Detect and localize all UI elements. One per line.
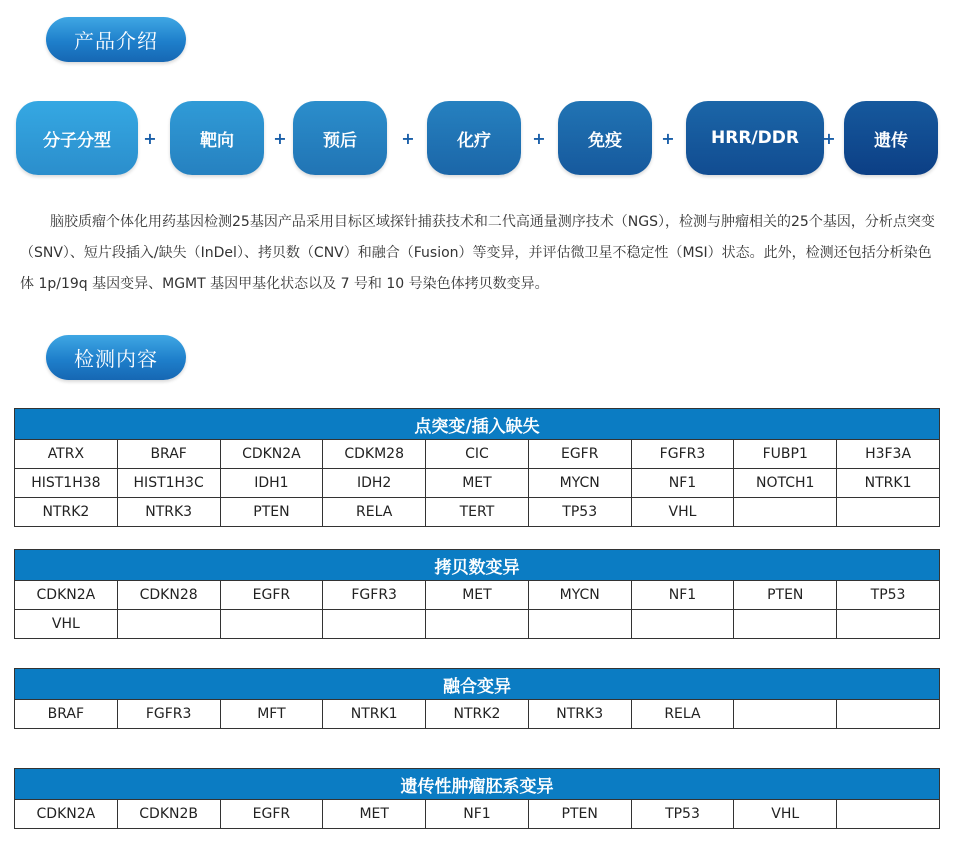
plus-sign: + [143,128,157,148]
gene-cell: TP53 [528,498,631,527]
gene-cell: FGFR3 [631,440,734,469]
gene-cell: CDKN2A [15,800,118,829]
flow-box: 化疗 [427,101,521,175]
gene-cell [837,610,940,639]
gene-table [14,668,940,729]
gene-cell: MYCN [528,581,631,610]
section-title-text: 检测内容 [74,347,158,371]
gene-cell: NTRK3 [117,498,220,527]
gene-cell: NTRK2 [15,498,118,527]
table-title: 融合变异 [15,669,940,700]
gene-cell: CDKN2A [220,440,323,469]
gene-cell: H3F3A [837,440,940,469]
gene-cell [323,610,426,639]
gene-cell: RELA [323,498,426,527]
gene-cell: CDKN2B [117,800,220,829]
gene-cell: BRAF [15,700,118,729]
plus-sign: + [822,128,836,148]
gene-cell: FUBP1 [734,440,837,469]
plus-sign: + [273,128,287,148]
flow-box: 预后 [293,101,387,175]
gene-cell: EGFR [220,800,323,829]
table-row [15,800,940,829]
table-title: 点突变/插入缺失 [15,409,940,440]
plus-sign: + [661,128,675,148]
gene-cell: VHL [15,610,118,639]
gene-cell: TP53 [837,581,940,610]
gene-cell [528,610,631,639]
table-row [15,581,940,610]
gene-cell: IDH2 [323,469,426,498]
gene-cell: PTEN [220,498,323,527]
flow-box: 靶向 [170,101,264,175]
intro-paragraph: 脑胶质瘤个体化用药基因检测25基因产品采用目标区域探针捕获技术和二代高通量测序技术（NGS），检测与肿瘤相关的25个基因，分析点突变（SNV）、短片段插入/缺失（InDel）、拷贝数（CNV）和融合（Fusion）等变异，并评估微卫星不稳定性（MSI）状态。此外，检测还包括分析染色体 1p/19q 基因变异、MGMT 基因甲基化状态以及 7 号和 10 号染色体拷贝数变异。 [20,214,935,292]
gene-cell: EGFR [528,440,631,469]
gene-cell [837,700,940,729]
gene-table [14,408,940,527]
gene-cell: FGFR3 [117,700,220,729]
gene-cell [734,610,837,639]
table-title: 遗传性肿瘤胚系变异 [15,769,940,800]
gene-cell: PTEN [734,581,837,610]
flow-box: 遗传 [844,101,938,175]
gene-cell: MET [426,469,529,498]
table-row [15,440,940,469]
gene-cell: NF1 [426,800,529,829]
flow-box: 免疫 [558,101,652,175]
section-title-product-intro [46,17,186,62]
section-title-text: 产品介绍 [74,29,158,53]
gene-cell: MET [426,581,529,610]
gene-cell: RELA [631,700,734,729]
section-title-test-content [46,335,186,380]
gene-cell [631,610,734,639]
gene-cell: VHL [631,498,734,527]
plus-sign: + [532,128,546,148]
gene-cell: IDH1 [220,469,323,498]
gene-cell: ATRX [15,440,118,469]
table-row [15,498,940,527]
gene-cell [734,700,837,729]
feature-flow [16,101,938,175]
gene-cell: HIST1H38 [15,469,118,498]
gene-cell: HIST1H3C [117,469,220,498]
gene-cell: NTRK2 [426,700,529,729]
table-row [15,469,940,498]
gene-cell: MET [323,800,426,829]
gene-cell: CDKN28 [117,581,220,610]
gene-cell: CIC [426,440,529,469]
gene-cell [734,498,837,527]
gene-cell: NF1 [631,469,734,498]
table-row [15,700,940,729]
gene-cell: TP53 [631,800,734,829]
table-row [15,610,940,639]
gene-cell: FGFR3 [323,581,426,610]
gene-cell: MFT [220,700,323,729]
table-title: 拷贝数变异 [15,550,940,581]
gene-cell: CDKN2A [15,581,118,610]
gene-cell: PTEN [528,800,631,829]
gene-cell: TERT [426,498,529,527]
gene-cell: NTRK3 [528,700,631,729]
gene-cell [837,498,940,527]
gene-cell: EGFR [220,581,323,610]
gene-cell: NTRK1 [837,469,940,498]
gene-table [14,549,940,639]
flow-box: HRR/DDR [686,101,824,175]
gene-cell: VHL [734,800,837,829]
gene-cell: NOTCH1 [734,469,837,498]
gene-cell: NF1 [631,581,734,610]
gene-cell [117,610,220,639]
gene-cell [837,800,940,829]
gene-cell: NTRK1 [323,700,426,729]
gene-cell: CDKM28 [323,440,426,469]
gene-cell [426,610,529,639]
gene-cell [220,610,323,639]
flow-box: 分子分型 [16,101,138,175]
gene-table [14,768,940,829]
gene-cell: MYCN [528,469,631,498]
gene-cell: BRAF [117,440,220,469]
plus-sign: + [401,128,415,148]
